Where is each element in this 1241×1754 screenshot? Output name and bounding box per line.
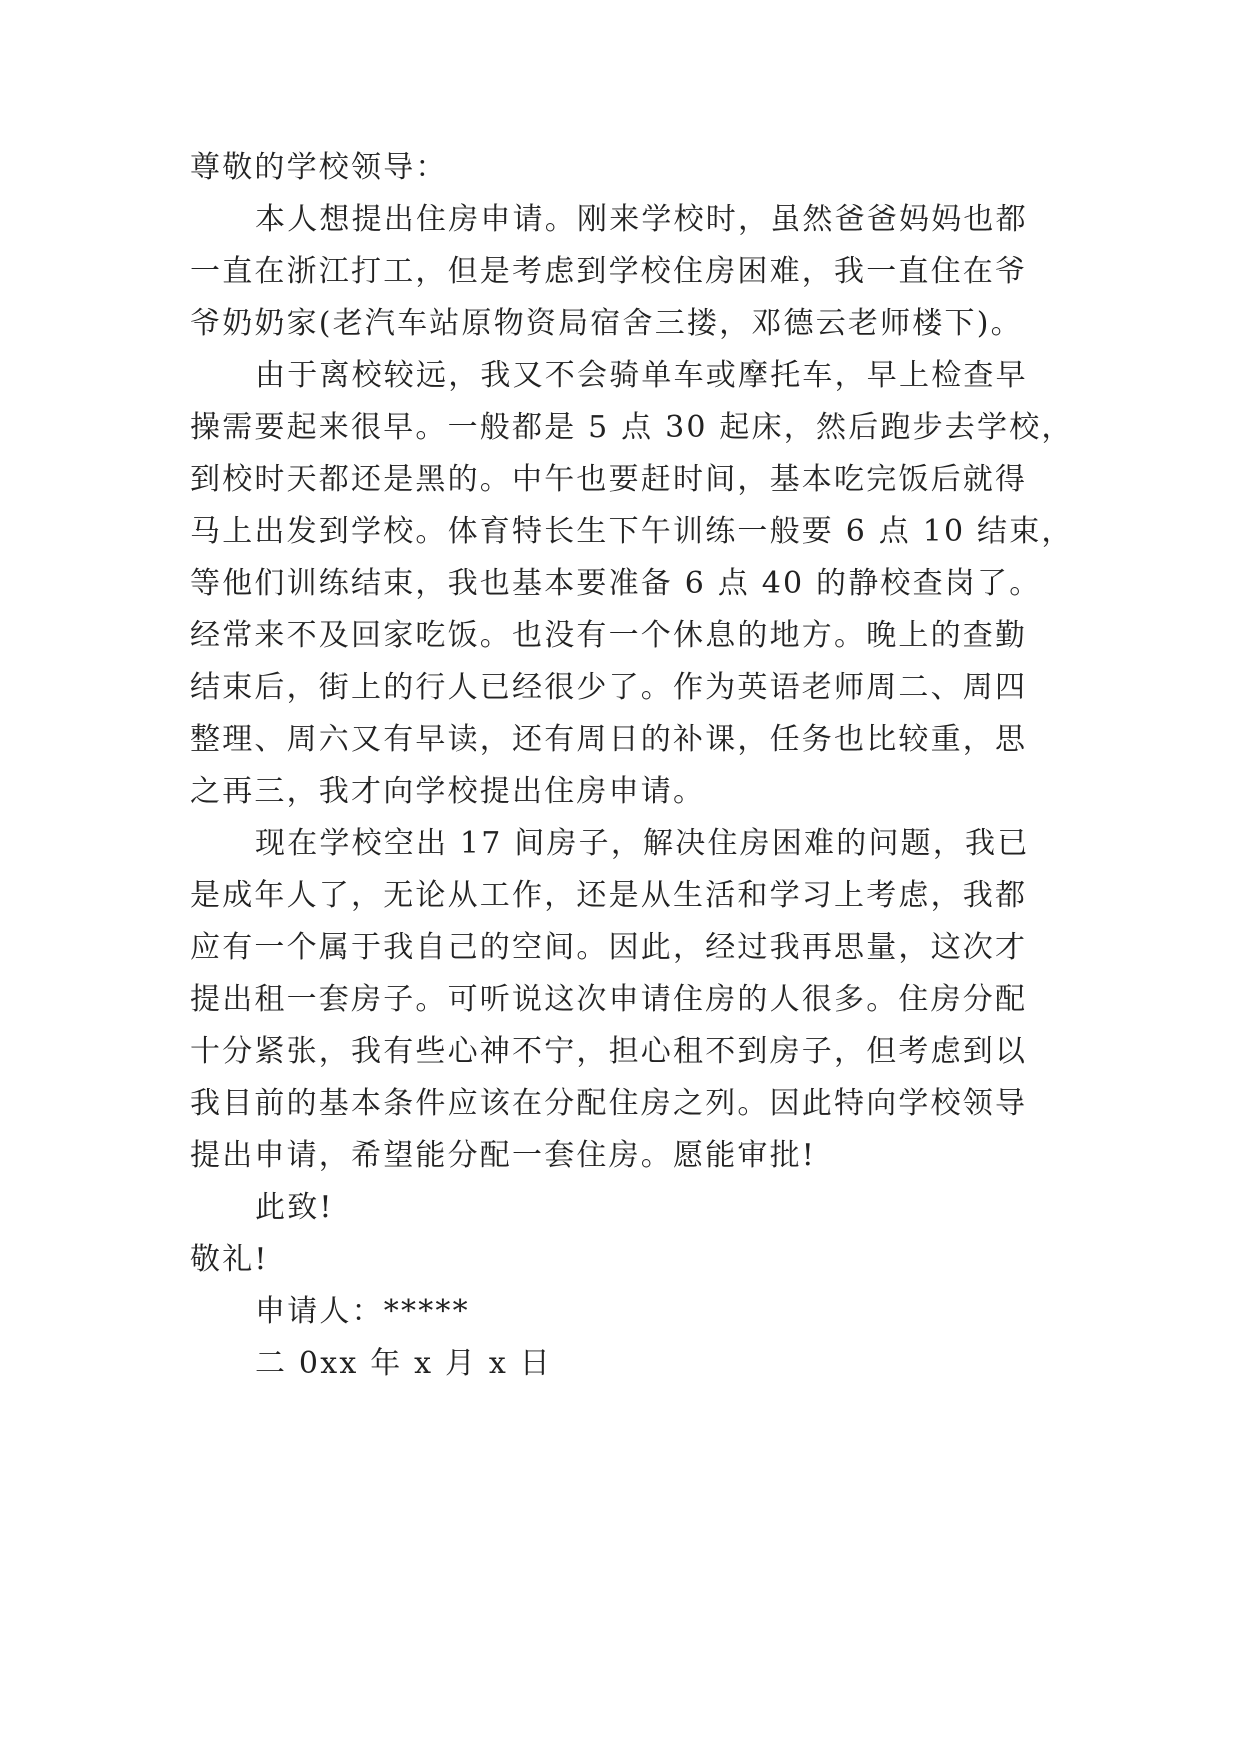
paragraph-3-line-2: 是成年人了，无论从工作，还是从生活和学习上考虑，我都 [190,878,1028,913]
paragraph-2-line-3: 到校时天都还是黑的。中午也要赶时间，基本吃完饭后就得 [190,462,1028,497]
date-line: 二 0xx 年 x 月 x 日 [255,1346,552,1381]
paragraph-2-line-9: 之再三，我才向学校提出住房申请。 [190,774,706,809]
paragraph-2-line-8: 整理、周六又有早读，还有周日的补课，任务也比较重，思 [190,722,1028,757]
applicant-line: 申请人：***** [255,1294,470,1329]
paragraph-2-line-6: 经常来不及回家吃饭。也没有一个休息的地方。晚上的查勤 [190,618,1028,653]
paragraph-3-line-6: 我目前的基本条件应该在分配住房之列。因此特向学校领导 [190,1086,1028,1121]
paragraph-2-line-1: 由于离校较远，我又不会骑单车或摩托车，早上检查早 [255,358,1028,393]
salutation: 尊敬的学校领导： [190,150,448,185]
paragraph-2-line-7: 结束后，街上的行人已经很少了。作为英语老师周二、周四 [190,670,1028,705]
paragraph-1-line-3: 爷奶奶家(老汽车站原物资局宿舍三搂，邓德云老师楼下)。 [190,306,1023,341]
paragraph-2-line-5: 等他们训练结束，我也基本要准备 6 点 40 的静校查岗了。 [190,566,1042,601]
paragraph-3-line-5: 十分紧张，我有些心神不宁，担心租不到房子，但考虑到以 [190,1034,1028,1069]
paragraph-1-line-1: 本人想提出住房申请。刚来学校时，虽然爸爸妈妈也都 [255,202,1028,237]
paragraph-3-line-3: 应有一个属于我自己的空间。因此，经过我再思量，这次才 [190,930,1028,965]
paragraph-2-line-4: 马上出发到学校。体育特长生下午训练一般要 6 点 10 结束， [190,514,1074,549]
closing-ci-zhi: 此致! [255,1190,334,1225]
paragraph-1-line-2: 一直在浙江打工，但是考虑到学校住房困难，我一直住在爷 [190,254,1028,289]
paragraph-3-line-4: 提出租一套房子。可听说这次申请住房的人很多。住房分配 [190,982,1028,1017]
paragraph-2-line-2: 操需要起来很早。一般都是 5 点 30 起床，然后跑步去学校， [190,410,1074,445]
paragraph-3-line-1: 现在学校空出 17 间房子，解决住房困难的问题，我已 [255,826,1030,861]
paragraph-3-line-7: 提出申请，希望能分配一套住房。愿能审批! [190,1138,817,1173]
closing-jing-li: 敬礼! [190,1242,269,1277]
